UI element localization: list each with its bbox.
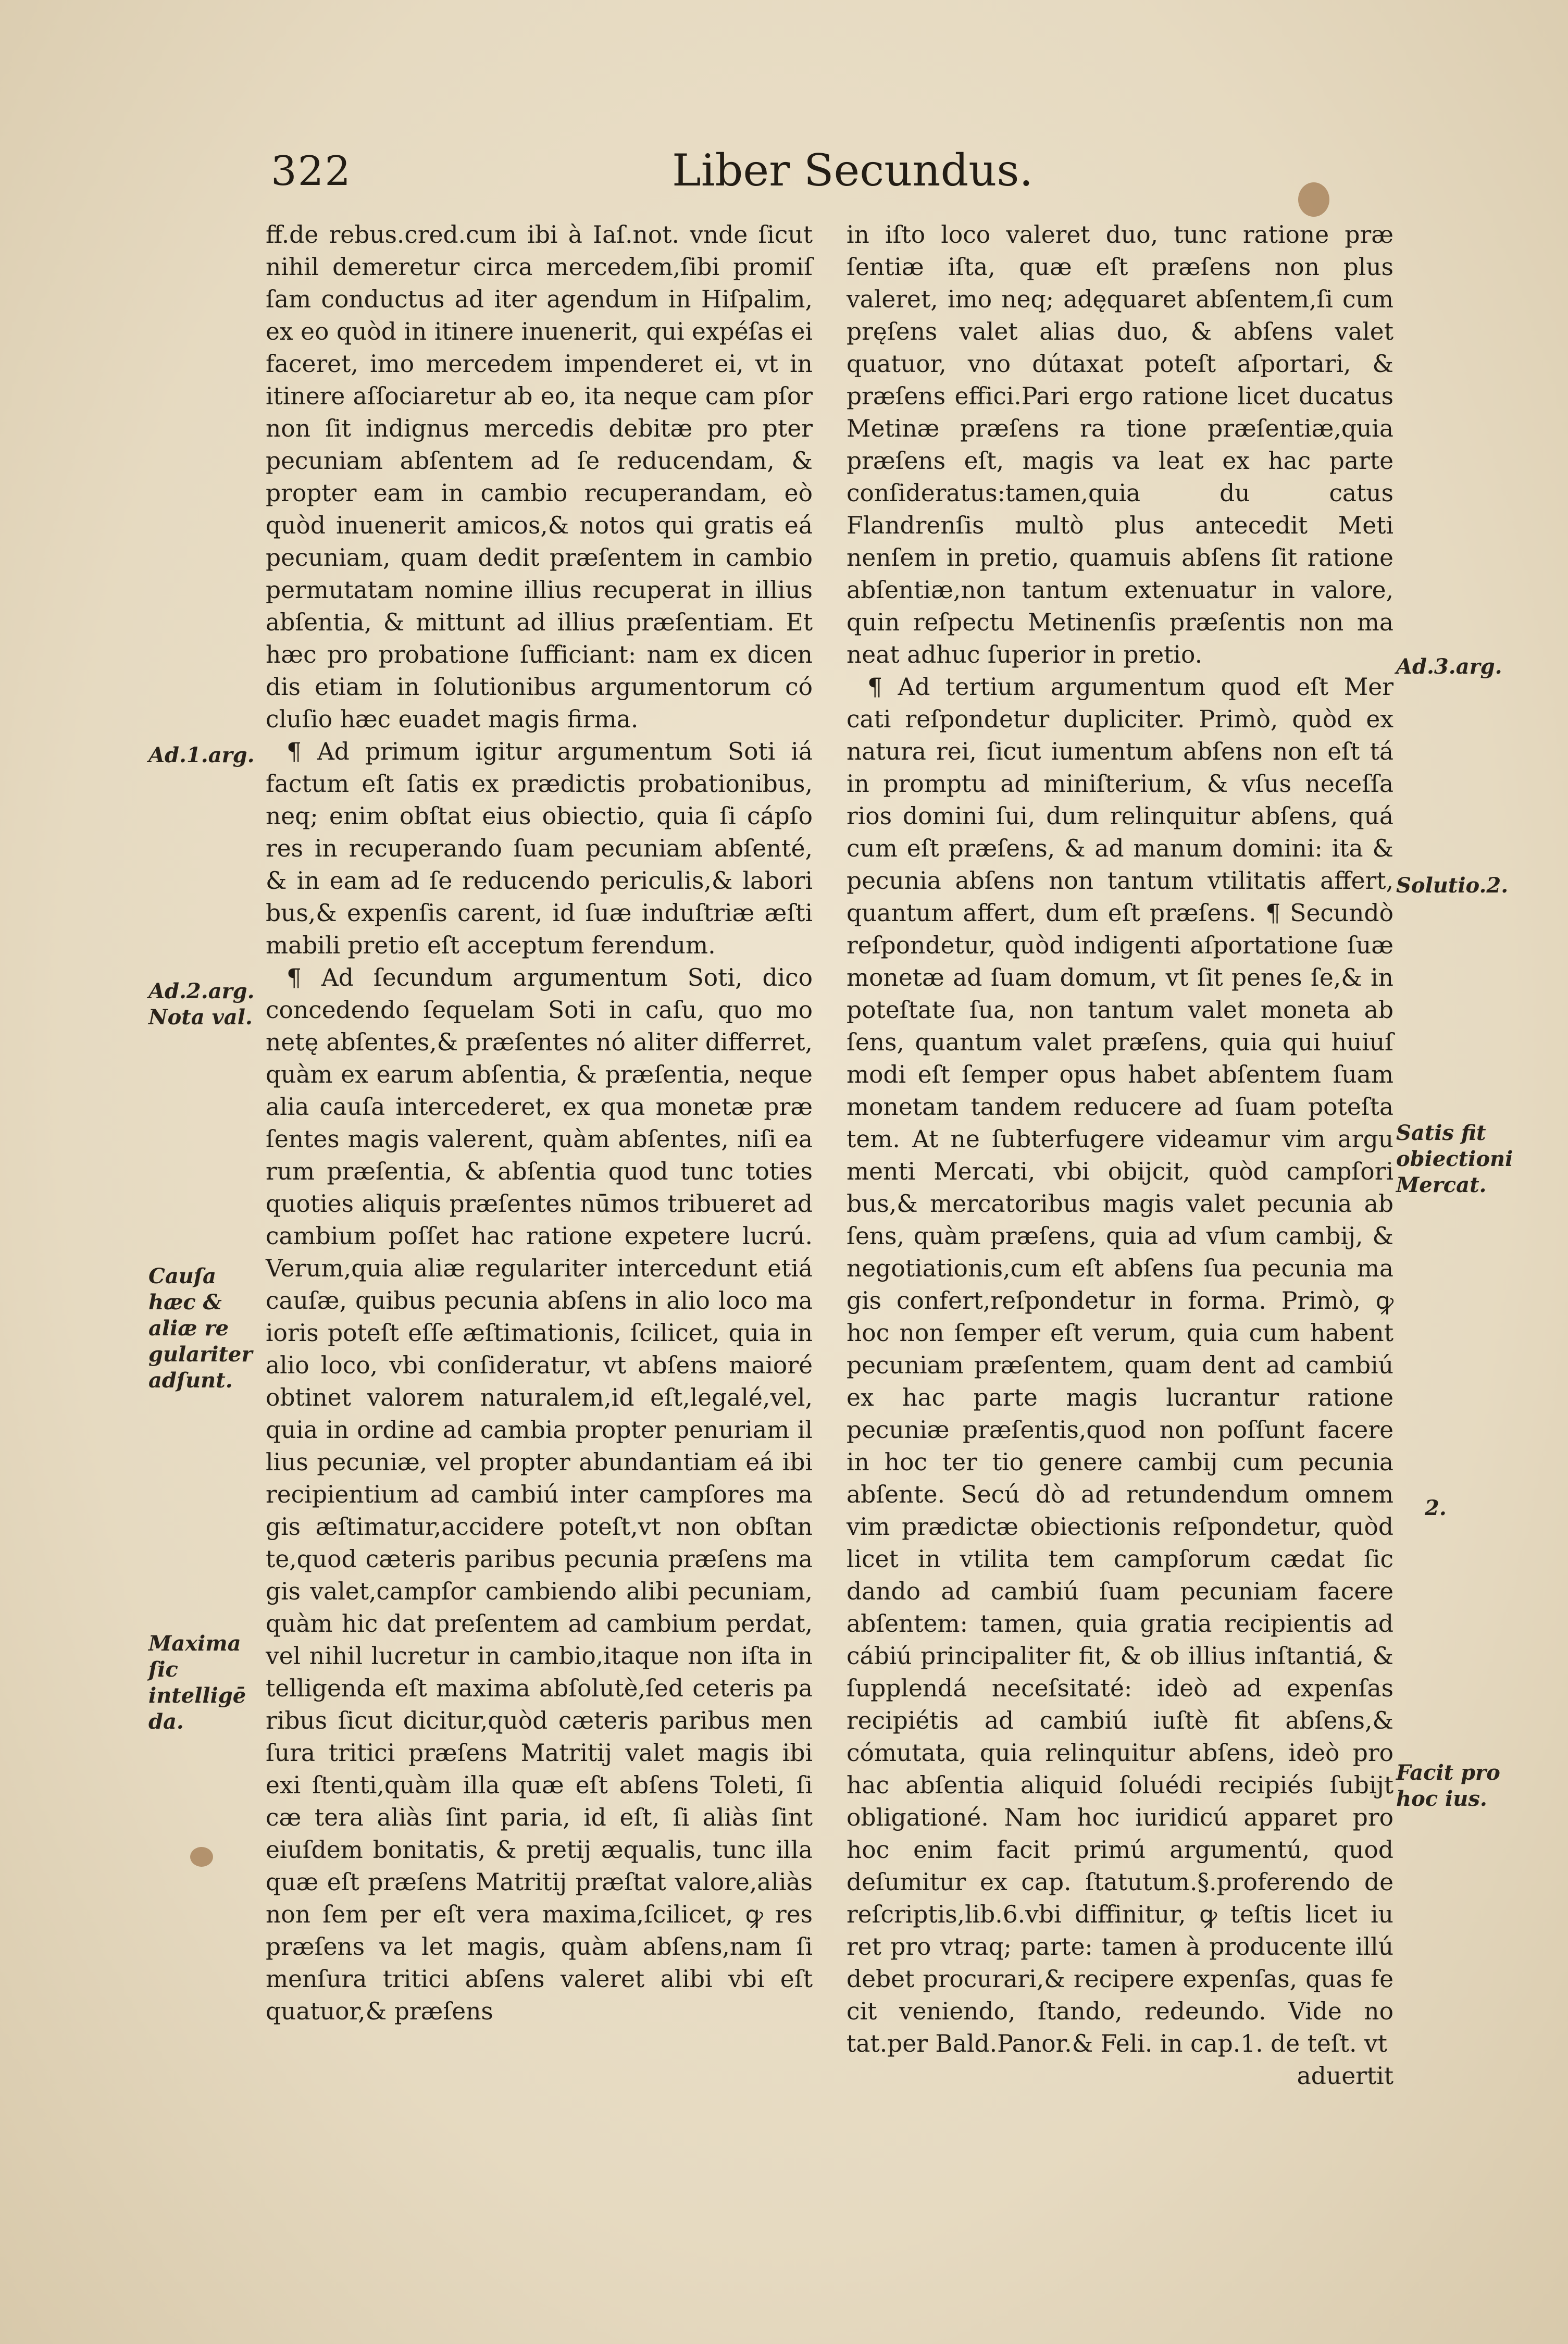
- catchword: aduertit: [1297, 2062, 1393, 2090]
- foxing-stain: [190, 1847, 213, 1867]
- margin-note: Cauſa hæc & aliæ re gulariter adſunt.: [148, 1264, 253, 1393]
- right-text-column: [847, 219, 1393, 2092]
- margin-note: 2.: [1425, 1496, 1447, 1520]
- left-text-column: [266, 219, 813, 2028]
- paragraph: ¶ Ad primum igitur argumentum Soti iá factum eſt ſatis ex prædictis probationibus, neq; enim obſtat eius obiectio, quia ſi cápſo res in recuperando ſuam pecuniam abſenté, & in eam ad ſe reducendo periculis,& labori bus,& expenſis carent, id ſuæ induſtriæ æſti mabili pretio eſt acceptum ferendum.: [266, 738, 813, 959]
- margin-note: Solutio.2.: [1396, 873, 1509, 898]
- running-title: Liber Secundus.: [672, 145, 1034, 196]
- paragraph: ¶ Ad tertium argumentum quod eſt Mer cati reſpondetur dupliciter. Primò, quòd ex natura rei, ſicut iumentum abſens non eſt tá in promptu ad miniſterium, & vſus neceſſa rios domini ſui, dum relinquitur abſens, quá cum eſt præſens, & ad manum domini: ita & pecunia abſens non tantum vtilitatis affert, quantum affert, dum eſt præſens. ¶ Secundò reſpondetur, quòd indigenti aſportatione ſuæ monetæ ad ſuam domum, vt ſit penes ſe,& in poteſtate ſua, non tantum valet moneta ab ſens, quantum valet præſens, quia qui huiuſ modi eſt ſemper opus habet abſentem ſuam monetam tandem reducere ad ſuam poteſta tem. At ne ſubterfugere videamur vim argu menti Mercati, vbi obijcit, quòd campſori bus,& mercatoribus magis valet pecunia ab ſens, quàm præſens, quia ad vſum cambij, & negotiationis,cum eſt abſens ſua pecunia ma gis confert,reſpondetur in forma. Primò, ꝙ hoc non ſemper eſt verum, quia cum habent pecuniam præſentem, quam dent ad cambiú ex hac parte magis lucrantur ratione pecuniæ præſentis,quod non poſſunt facere in hoc ter tio genere cambij cum pecunia abſente. Secú dò ad retundendum omnem vim prædictæ obiectionis reſpondetur, quòd licet in vtilita tem campſorum cædat ſic dando ad cambiú ſuam pecuniam facere abſentem: tamen, quia gratia recipientis ad cábiú principaliter fit, & ob illius inſtantiá, & ſupplendá neceſsitaté: ideò ad expenſas recipiétis ad cambiú iuſtè fit abſens,& cómutata, quia relinquitur abſens, ideò pro hac abſentia aliquid ſoluédi recipiés ſubijt obligationé. Nam hoc iuridicú apparet pro hoc enim facit primú argumentú, quod deſumitur ex cap. ſtatutum.§.proferendo de reſcriptis,lib.6.vbi diffinitur, ꝙ teſtis licet iu ret pro vtraq; parte: tamen à producente illú debet procurari,& recipere expenſas, quas fe cit veniendo, ſtando, redeundo. Vide no tat.per Bald.Panor.& Feli. in cap.1. de teſt. vt: [847, 673, 1393, 2057]
- margin-note: Ad.3.arg.: [1396, 654, 1502, 679]
- margin-note: Facit pro hoc ius.: [1396, 1760, 1500, 1811]
- paragraph: ¶ Ad ſecundum argumentum Soti, dico concedendo ſequelam Soti in caſu, quo mo netę abſentes,& præſentes nó aliter differret, quàm ex earum abſentia, & præſentia, neque alia cauſa intercederet, ex qua monetæ præ ſentes magis valerent, quàm abſentes, niſi ea rum præſentia, & abſentia quod tunc toties quoties aliquis præſentes nūmos tribueret ad cambium poſſet hac ratione expetere lucrú. Verum,quia aliæ regulariter intercedunt etiá cauſæ, quibus pecunia abſens in alio loco ma ioris poteſt eſſe æſtimationis, ſcilicet, quia in alio loco, vbi conſideratur, vt abſens maioré obtinet valorem naturalem,id eſt,legalé,vel, quia in ordine ad cambia propter penuriam il lius pecuniæ, vel propter abundantiam eá ibi recipientium ad cambiú inter campſores ma gis æſtimatur,accidere poteſt,vt non obſtan te,quod cæteris paribus pecunia præſens ma gis valet,campſor cambiendo alibi pecuniam, quàm hic dat preſentem ad cambium perdat, vel nihil lucretur in cambio,itaque non iſta in telligenda eſt maxima abſolutè,ſed ceteris pa ribus ſicut dicitur,quòd cæteris paribus men ſura tritici præſens Matritij valet magis ibi exi ſtenti,quàm illa quæ eſt abſens Toleti, ſi cæ tera aliàs ſint paria, id eſt, ſi aliàs ſint eiuſdem bonitatis, & pretij æqualis, tunc illa quæ eſt præſens Matritij præſtat valore,aliàs non ſem per eſt vera maxima,ſcilicet, ꝙ res præſens va let magis, quàm abſens,nam ſi menſura tritici abſens valeret alibi vbi eſt quatuor,& præſens: [266, 964, 813, 2025]
- paragraph: ff.de rebus.cred.cum ibi à Iaſ.not. vnde ſicut nihil demeretur circa mercedem,ſibi promiſ ſam conductus ad iter agendum in Hiſpalim, ex eo quòd in itinere inuenerit, qui expéſas ei faceret, imo mercedem impenderet ei, vt in itinere aſſociaretur ab eo, ita neque cam pſor non ſit indignus mercedis debitæ pro pter pecuniam abſentem ad ſe reducendam, & propter eam in cambio recuperandam, eò quòd inuenerit amicos,& notos qui gratis eá pecuniam, quam dedit præſentem in cambio permutatam nomine illius recuperat in illius abſentia, & mittunt ad illius præſentiam. Et hæc pro probatione ſufficiant: nam ex dicen dis etiam in ſolutionibus argumentorum có cluſio hæc euadet magis firma.: [266, 221, 813, 733]
- margin-note: Satis fit obiectioni Mercat.: [1396, 1121, 1513, 1197]
- foxing-stain: [1298, 182, 1329, 217]
- page-number: 322: [271, 148, 352, 195]
- paragraph: in iſto loco valeret duo, tunc ratione præ ſentiæ iſta, quæ eſt præſens non plus valeret, imo neq; adęquaret abſentem,ſi cum pręſens valet alias duo, & abſens valet quatuor, vno dútaxat poteſt aſportari, & præſens effici.Pari ergo ratione licet ducatus Metinæ præſens ra tione præſentiæ,quia præſens eſt, magis va leat ex hac parte conſideratus:tamen,quia du catus Flandrenſis multò plus antecedit Meti nenſem in pretio, quamuis abſens ſit ratione abſentiæ,non tantum extenuatur in valore, quin reſpectu Metinenſis præſentis non ma neat adhuc ſuperior in pretio.: [847, 221, 1393, 668]
- margin-note: Ad.2.arg. Nota val.: [148, 979, 255, 1030]
- margin-note: Maxima ſic intelligē da.: [148, 1631, 246, 1734]
- margin-note: Ad.1.arg.: [148, 743, 255, 767]
